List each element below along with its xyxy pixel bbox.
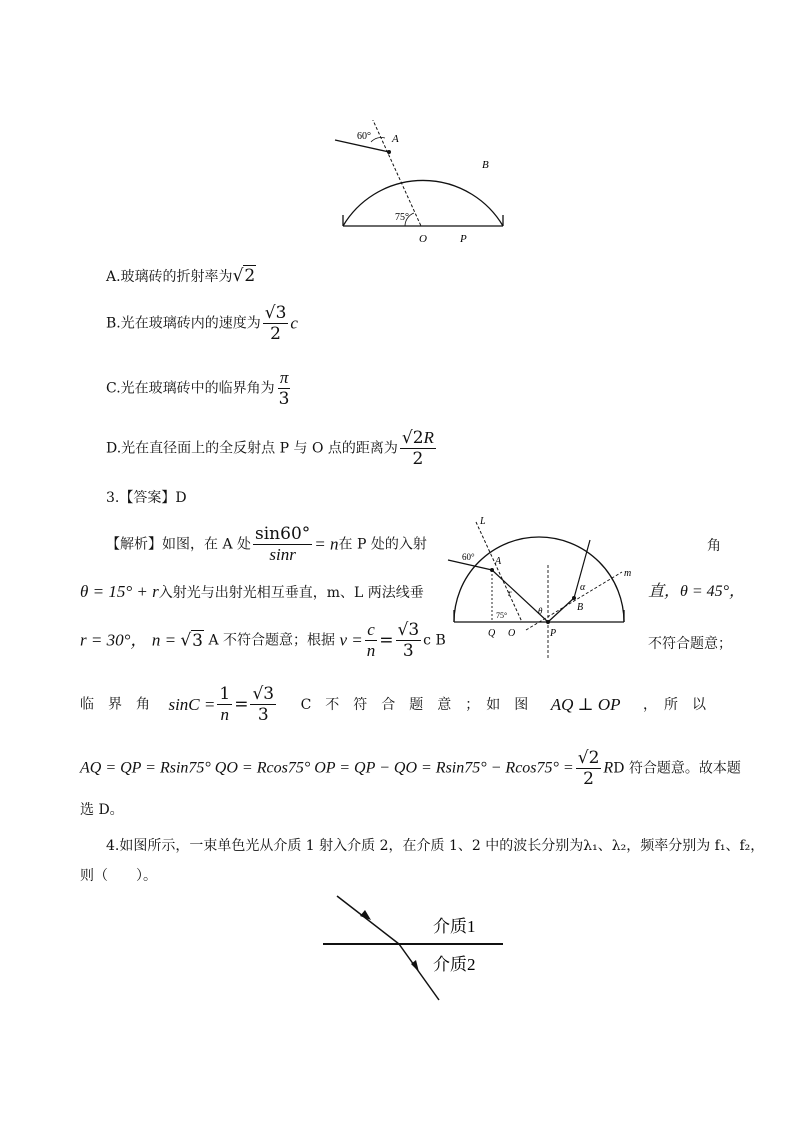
figure-semicircle-brick: [325, 120, 515, 250]
answer3-line2: θ = 15° + r入射光与出射光相互垂直，m、L 两法线垂: [80, 582, 424, 601]
fig2-label-m: m: [624, 568, 632, 579]
fig2-angle-60: 60°: [462, 552, 475, 562]
option-a: A.玻璃砖的折射率为√2: [106, 266, 256, 286]
answer3-line2-end: 直，θ = 45°，: [648, 583, 746, 600]
question4-line1: 4.如图所示，一束单色光从介质 1 射入介质 2，在介质 1、2 中的波长分别为λ₁、λ₂，频率分别为 f₁、f₂，: [106, 838, 765, 854]
fig2-label-theta: θ: [538, 606, 543, 616]
answer3-line5: AQ = QP = Rsin75° QO = Rcos75° OP = QP − QO = Rsin75° − Rcos75° = $\frac{√2}{2}$ RD 符合题意。故本题: [80, 748, 741, 789]
fig2-label-a: A: [495, 556, 502, 567]
fig1-label-o: O: [419, 233, 427, 245]
fig2-label-alpha: α: [580, 582, 586, 593]
fig1-label-p: P: [460, 233, 467, 245]
fig2-angle-75: 75°: [496, 611, 508, 620]
fig1-label-b: B: [482, 159, 489, 171]
answer3-line1: 【解析】如图，在 A 处 $\frac{\sin 60^\circ}{\sin r}$ = n在 P 处的入射: [106, 524, 427, 564]
fig2-label-l: L: [480, 516, 486, 527]
answer3-heading: 3.【答案】D: [106, 490, 187, 506]
fig2-label-q: Q: [488, 628, 496, 639]
answer3-line3: r = 30°， n = √3 A 不符合题意；根据 v = $\frac{c}{n}$ = $\frac{√3}{3}$ c B: [80, 620, 446, 661]
label-medium-2: 介质2: [433, 955, 476, 974]
option-c: C.光在玻璃砖中的临界角为 $\frac{\pi}{3}$: [106, 368, 290, 409]
figure-solution-diagram: [440, 510, 640, 660]
fig2-label-o: O: [508, 628, 516, 639]
fig1-angle-75: 75°: [395, 212, 409, 223]
fig2-label-r: r: [508, 588, 512, 598]
answer3-line1-end: 角: [707, 538, 721, 554]
fraction-sqrt2r-over-2: $\frac{√2R}{2}$: [401, 428, 434, 469]
fraction-sqrt3-over-2: $\frac{√3}{2}$: [264, 303, 287, 344]
fig1-label-a: A: [392, 133, 399, 145]
fig2-label-b: B: [577, 602, 584, 613]
option-d: D.光在直径面上的全反射点 P 与 O 点的距离为 $\frac{√2R}{2}$: [106, 428, 434, 469]
fig1-angle-60: 60°: [357, 131, 371, 142]
sqrt-2: √2: [232, 266, 256, 286]
fig2-label-p: P: [550, 628, 557, 639]
question4-line2: 则（ ）。: [80, 868, 157, 884]
answer3-line6: 选 D。: [80, 802, 124, 818]
fraction-pi-over-3: $\frac{\pi}{3}$: [278, 368, 290, 409]
answer3-line4: 临 界 角 sinC = $\frac{1}{n}$ = $\frac{√3}{3}$ C 不 符 合 题 意 ； 如 图 AQ ⊥ OP ， 所 以: [80, 684, 706, 725]
answer3-line3-end: 不符合题意；: [648, 636, 732, 652]
figure-medium-interface: [315, 888, 515, 1008]
option-b: B.光在玻璃砖内的速度为 $\frac{√3}{2}$ c: [106, 303, 298, 344]
label-medium-1: 介质1: [433, 917, 476, 936]
